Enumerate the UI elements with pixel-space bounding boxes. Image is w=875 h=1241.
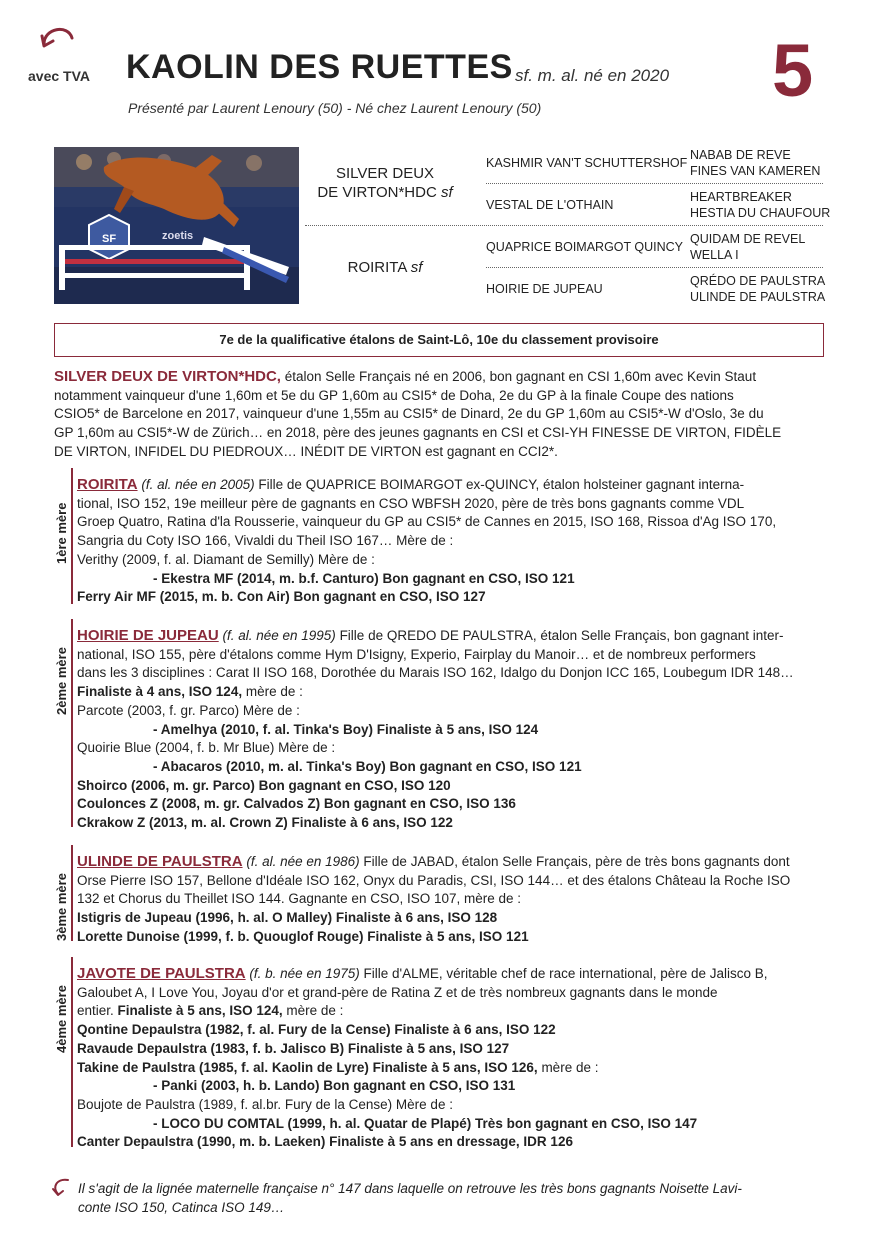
- dam-line-text: Ferry Air MF (2015, m. b. Con Air) Bon gagnant en CSO, ISO 127: [77, 589, 486, 605]
- dam-line-text: Orse Pierre ISO 157, Bellone d'Idéale ISO 162, Onyx du Paradis, CSI, ISO 144… et des étalons Château la Roche ISO: [77, 872, 791, 888]
- dam-label: ROIRITA: [347, 259, 407, 276]
- dam-line: [77, 758, 824, 777]
- dam-section: [77, 476, 824, 607]
- dam-section-rule: [71, 468, 73, 604]
- dam-line-text: 132 et Chorus du Theillet ISO 144. Gagnante en CSO, ISO 107, mère de :: [77, 891, 522, 907]
- dam-info: (f. al. née en 1995): [222, 628, 336, 643]
- dam-line-text: Fille d'ALME, véritable chef de race international, père de Jalisco B,: [363, 966, 768, 981]
- dam-line-text: Parcote (2003, f. gr. Parco) Mère de :: [77, 702, 300, 718]
- dam-info: (f. al. née en 2005): [141, 477, 255, 492]
- horse-name: KAOLIN DES RUETTES: [126, 48, 513, 86]
- dam-line-text: Finaliste à 4 ans, ISO 124,: [77, 684, 243, 700]
- dam-line-tail: mère de :: [242, 684, 303, 700]
- dam-line: [77, 795, 824, 814]
- dam-line: [77, 513, 824, 532]
- dam-section-rule: [71, 845, 73, 941]
- dam-line-text: Fille de QUAPRICE BOIMARGOT ex-QUINCY, étalon holsteiner gagnant interna-: [258, 477, 745, 492]
- dam-section: [77, 965, 824, 1152]
- gen3-5: WELLA I: [690, 248, 739, 262]
- sire-line1: SILVER DEUX: [335, 165, 435, 182]
- dam-line-bold: Finaliste à 5 ans, ISO 124,: [113, 1003, 283, 1019]
- dam-line: [77, 627, 824, 646]
- dam-line-text: Ravaude Depaulstra (1983, f. b. Jalisco B) Finaliste à 5 ans, ISO 127: [77, 1040, 510, 1056]
- dam-line: [77, 683, 824, 702]
- lot-number: 5: [772, 29, 814, 112]
- horse-photo: [54, 147, 299, 304]
- dam-line-text: Lorette Dunoise (1999, f. b. Quouglof Rouge) Finaliste à 5 ans, ISO 121: [77, 928, 529, 944]
- gen3-2: HEARTBREAKER: [690, 190, 792, 204]
- dam-line-text: - LOCO DU COMTAL (1999, h. al. Quatar de Plapé) Très bon gagnant en CSO, ISO 147: [153, 1115, 698, 1131]
- tva-label: avec TVA: [28, 68, 90, 84]
- dam-line-text: Istigris de Jupeau (1996, h. al. O Malley) Finaliste à 6 ans, ISO 128: [77, 910, 498, 926]
- dam-line-text: national, ISO 155, père d'étalons comme Hym D'Isigny, Experio, Fairplay du Manoir… et de nombreux performers: [77, 646, 756, 662]
- gen3-6: QRÉDO DE PAULSTRA: [690, 274, 826, 288]
- dam-name: JAVOTE DE PAULSTRA: [77, 965, 246, 982]
- dam-line: [77, 890, 824, 909]
- dam-name: HOIRIE DE JUPEAU: [77, 627, 219, 644]
- dam-line: [77, 721, 824, 740]
- dam-line: [77, 777, 824, 796]
- note-line: Il s'agit de la lignée maternelle française n° 147 dans laquelle on retrouve les très bons gagnants Noisette Lavi-: [78, 1181, 742, 1196]
- svg-text:zoetis: zoetis: [162, 230, 194, 242]
- sire-line2: DE VIRTON*HDC: [317, 184, 437, 201]
- gen2-0: KASHMIR VAN'T SCHUTTERSHOF: [486, 156, 688, 170]
- dam-line-text: - Panki (2003, h. b. Lando) Bon gagnant en CSO, ISO 131: [153, 1078, 516, 1094]
- dam-line-tail: mère de :: [537, 1059, 599, 1075]
- dam-section-rule: [71, 619, 73, 827]
- dam-suffix: sf: [410, 259, 423, 276]
- gen3-1: FINES VAN KAMEREN: [690, 164, 821, 178]
- dam-line-text: Verithy (2009, f. al. Diamant de Semilly) Mère de :: [77, 551, 375, 567]
- pedigree-divider: [486, 183, 823, 184]
- dam-line-text: tional, ISO 152, 19e meilleur père de gagnants en CSO WBFSH 2020, père de très bons gagnants comme VDL: [77, 495, 745, 511]
- dam-line-text: Groep Quatro, Ratina d'la Rousserie, vainqueur du GP au CSI5* de Cannes en 2015, ISO 168, Rissoa d'Ag ISO 170,: [77, 514, 777, 530]
- dam-line-text: Takine de Paulstra (1985, f. al. Kaolin de Lyre) Finaliste à 5 ans, ISO 126,: [77, 1059, 538, 1075]
- gen2-1: VESTAL DE L'OTHAIN: [486, 198, 614, 212]
- dam-line-text: Quoirie Blue (2004, f. b. Mr Blue) Mère de :: [77, 740, 336, 756]
- dam-line-text: Coulonces Z (2008, m. gr. Calvados Z) Bon gagnant en CSO, ISO 136: [77, 796, 516, 812]
- dam-line-text: Fille de JABAD, étalon Selle Français, père de très bons gagnants dont: [363, 854, 790, 869]
- pedigree-divider: [305, 225, 823, 226]
- dam-section-rule: [71, 957, 73, 1147]
- sire-line: GP 1,60m au CSI5*-W de Zürich… en 2018, père des jeunes gagnants en CSI et CSI-YH FINESSE DE VIRTON, FIDÈLE: [54, 425, 782, 441]
- gen3-3: HESTIA DU CHAUFOUR: [690, 206, 831, 220]
- dam-name: ROIRITA: [77, 476, 138, 493]
- dam-line: [77, 476, 824, 495]
- dam-line-text: - Ekestra MF (2014, m. b.f. Canturo) Bon gagnant en CSO, ISO 121: [153, 570, 575, 586]
- dam-line: [77, 872, 824, 891]
- pedigree-divider: [486, 267, 823, 268]
- presented-by: Présenté par Laurent Lenoury (50) - Né chez Laurent Lenoury (50): [128, 100, 542, 116]
- dam-line-text: dans les 3 disciplines : Carat II ISO 168, Dorothée du Marais ISO 162, Idalgo du Donjon ICC 165, Loubegum IDR 148…: [77, 665, 794, 681]
- maternal-line-note: [78, 1180, 824, 1217]
- dam-line: [77, 1021, 824, 1040]
- dam-line: [77, 495, 824, 514]
- dam-line-text: Fille de QREDO DE PAULSTRA, étalon Selle Français, bon gagnant inter-: [339, 628, 784, 643]
- dam-line: [77, 1096, 824, 1115]
- dam-line: [77, 588, 824, 607]
- qualification-banner: 7e de la qualificative étalons de Saint-Lô, 10e du classement provisoire: [54, 323, 824, 357]
- dam-line: [77, 814, 824, 833]
- dam-line: [77, 853, 824, 872]
- dam-line-text: Sangria du Coty ISO 166, Vivaldi du Theil ISO 167… Mère de :: [77, 533, 454, 549]
- gen3-7: ULINDE DE PAULSTRA: [690, 290, 826, 304]
- sire-line: DE VIRTON, INFIDEL DU PIEDROUX… INÉDIT DE VIRTON est gagnant en CCI2*.: [54, 443, 558, 459]
- dam-line-text: - Abacaros (2010, m. al. Tinka's Boy) Bon gagnant en CSO, ISO 121: [153, 758, 582, 774]
- sire-name: [305, 164, 465, 202]
- dam-line: [77, 532, 824, 551]
- dam-line: [77, 551, 824, 570]
- svg-text:SF: SF: [102, 233, 117, 245]
- gen2-2: QUAPRICE BOIMARGOT QUINCY: [486, 240, 684, 254]
- dam-info: (f. b. née en 1975): [249, 966, 360, 981]
- dam-generation-label: 4ème mère: [54, 985, 69, 1053]
- gen2-3: HOIRIE DE JUPEAU: [486, 282, 603, 296]
- dam-line: [77, 984, 824, 1003]
- dam-line-text: Canter Depaulstra (1990, m. b. Laeken) Finaliste à 5 ans en dressage, IDR 126: [77, 1134, 573, 1150]
- sire-suffix: sf: [440, 184, 453, 201]
- dam-line: [77, 664, 824, 683]
- dam-line-tail: mère de :: [282, 1003, 344, 1019]
- sire-paragraph-name: SILVER DEUX DE VIRTON*HDC,: [54, 368, 281, 385]
- dam-name: [305, 258, 465, 277]
- dam-line: [77, 646, 824, 665]
- dam-line-text: Boujote de Paulstra (1989, f. al.br. Fury de la Cense) Mère de :: [77, 1096, 453, 1112]
- dam-line: [77, 570, 824, 589]
- dam-line: [77, 1002, 824, 1021]
- dam-line-text: Galoubet A, I Love You, Joyau d'or et grand-père de Ratina Z et de très nombreux gagnants dans le monde: [77, 984, 718, 1000]
- note-line: conte ISO 150, Catinca ISO 149…: [78, 1199, 285, 1215]
- dam-line-text: entier.: [77, 1003, 114, 1019]
- dam-generation-label: 2ème mère: [54, 647, 69, 715]
- dam-line: [77, 965, 824, 984]
- sire-line: CSIO5* de Barcelone en 2017, vainqueur d'une 1,55m au CSI5* de Dinard, 2e du GP 1,60m au CSI5*-W d'Oslo, 3e du: [54, 406, 764, 422]
- dam-generation-label: 1ère mère: [54, 502, 69, 564]
- dam-line: [77, 702, 824, 721]
- sire-line: notamment vainqueur d'une 1,60m et 5e du GP 1,60m au CSI5* de Doha, 2e du GP à la finale Coupe des nations: [54, 387, 734, 403]
- dam-line-text: Qontine Depaulstra (1982, f. al. Fury de la Cense) Finaliste à 6 ans, ISO 122: [77, 1022, 556, 1038]
- dam-line: [77, 1059, 824, 1078]
- dam-section: [77, 627, 824, 833]
- curved-arrow-icon: [38, 22, 78, 64]
- dam-line-text: Ckrakow Z (2013, m. al. Crown Z) Finaliste à 6 ans, ISO 122: [77, 815, 453, 831]
- dam-line: [77, 1077, 824, 1096]
- dam-info: (f. al. née en 1986): [246, 854, 360, 869]
- horse-description: sf. m. al. né en 2020: [515, 66, 670, 85]
- dam-line: [77, 928, 824, 947]
- gen3-4: QUIDAM DE REVEL: [690, 232, 806, 246]
- return-arrow-icon: [50, 1176, 72, 1198]
- dam-line: [77, 909, 824, 928]
- dam-line-text: Shoirco (2006, m. gr. Parco) Bon gagnant en CSO, ISO 120: [77, 777, 451, 793]
- gen3-0: NABAB DE REVE: [690, 148, 791, 162]
- dam-name: ULINDE DE PAULSTRA: [77, 853, 243, 870]
- sire-line: étalon Selle Français né en 2006, bon gagnant en CSI 1,60m avec Kevin Staut: [284, 369, 757, 384]
- dam-line: [77, 1133, 824, 1152]
- dam-line: [77, 739, 824, 758]
- dam-section: [77, 853, 824, 947]
- sire-paragraph: [54, 368, 824, 462]
- dam-generation-label: 3ème mère: [54, 873, 69, 941]
- dam-line-text: - Amelhya (2010, f. al. Tinka's Boy) Finaliste à 5 ans, ISO 124: [153, 721, 539, 737]
- dam-line: [77, 1115, 824, 1134]
- dam-line: [77, 1040, 824, 1059]
